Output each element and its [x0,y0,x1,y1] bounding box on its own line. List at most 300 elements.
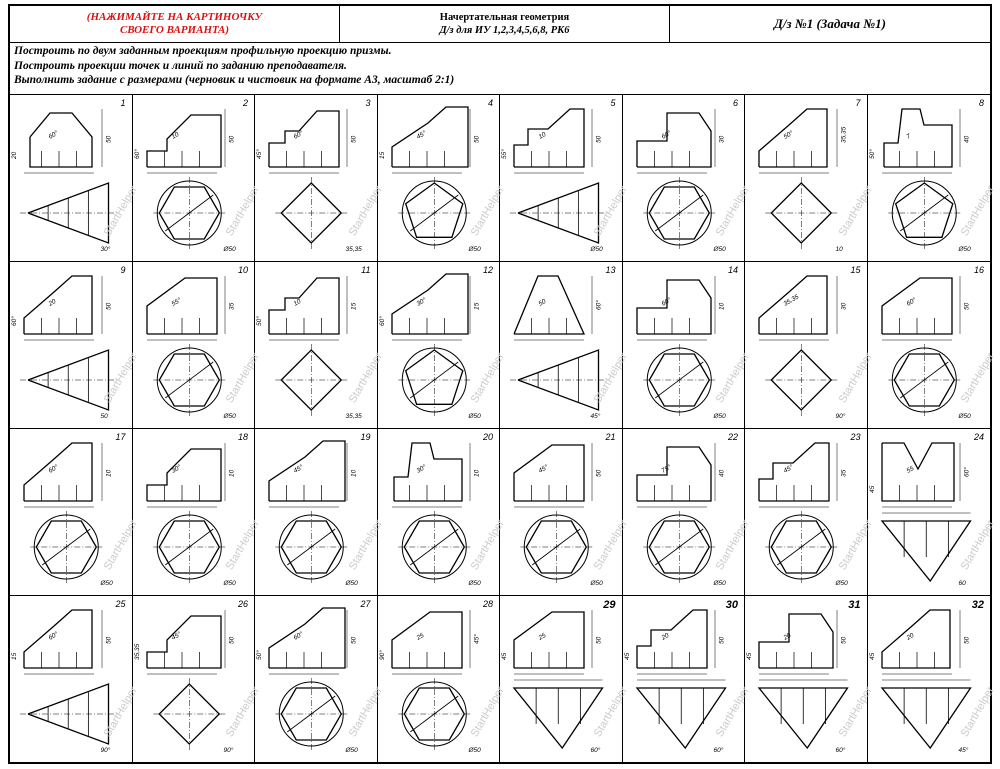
plan-view [765,511,837,583]
variant-number: 16 [973,265,984,275]
variant-card-19[interactable] [255,429,385,596]
front-view [637,443,715,507]
dimension-label: 90° [100,747,111,754]
dimension-label: 60° [11,316,18,326]
front-view [269,276,347,340]
front-view [514,610,592,674]
watermark: StartHelper [713,183,752,239]
plan-view [643,177,715,249]
plan-view [275,344,347,416]
dimension-label: 20 [782,632,793,642]
dimension-label: 15 [350,302,358,310]
watermark: StartHelper [591,350,630,406]
plan-view [275,177,347,249]
variant-link-line2[interactable]: СВОЕГО ВАРИАНТА) [119,24,230,36]
dimension-label: 10 [537,131,548,141]
dimension-label: 55° [501,149,508,159]
front-view [514,443,592,507]
plan-view [153,678,225,750]
dimension-label: 15 [378,151,386,159]
variant-number: 10 [237,265,248,275]
plan-view [398,511,470,583]
variant-drawing [378,596,499,761]
dimension-label: 60° [47,463,60,475]
dimension-label: 45 [623,652,631,660]
dimension-label: 30° [415,296,428,308]
variant-card-22[interactable] [623,429,752,596]
variant-drawing [868,596,989,761]
variant-number: 9 [120,265,126,275]
plan-view [514,680,603,748]
dimension-label: 10 [473,469,480,477]
variant-number: 27 [360,599,371,609]
variant-card-18[interactable] [133,429,262,596]
plan-view [643,344,715,416]
variant-drawing [500,95,621,260]
plan-view [765,344,837,416]
variant-number: 30 [725,599,738,611]
plan-view [888,177,960,249]
variant-number: 4 [487,98,493,108]
variant-link-line1[interactable]: (НАЖИМАЙТЕ НА КАРТИНОЧКУ [86,11,263,23]
variant-drawing [623,262,744,427]
variant-card-5[interactable] [500,95,630,262]
front-view [24,276,102,340]
dimension-label: 50 [105,302,113,310]
dimension-label: 30 [840,302,848,310]
plan-view [275,678,347,750]
variant-card-32[interactable] [868,596,997,763]
dimension-label: Ø50 [468,580,481,587]
variant-number: 19 [360,432,371,442]
variant-drawing [255,429,376,594]
dimension-label: 15 [11,652,18,660]
dimension-label: 10 [105,469,113,477]
variant-number: 6 [732,98,738,108]
front-view [392,443,470,507]
watermark: StartHelper [591,684,630,740]
variant-drawing [868,429,989,594]
dimension-label: 60° [133,149,141,159]
dimension-label: 50 [718,636,725,644]
watermark: StartHelper [101,517,140,573]
watermark: StartHelper [101,350,140,406]
variant-card-28[interactable] [378,596,507,763]
variant-card-20[interactable] [378,429,507,596]
dimension-label: Ø50 [100,580,113,587]
dimension-label: 20 [660,632,670,642]
variant-card-31[interactable] [745,596,875,763]
dimension-label: 20 [905,632,915,642]
watermark: StartHelper [346,517,385,573]
plan-view [153,177,225,249]
dimension-label: 15 [473,302,480,310]
watermark: StartHelper [468,684,507,740]
front-view [24,443,102,507]
dimension-label: 30° [415,463,428,475]
dimension-label: 10 [292,298,303,308]
dimension-label: 7 [905,132,912,141]
variant-drawing [623,429,744,594]
dimension-label: 50 [595,636,603,644]
plan-view [510,183,607,243]
dimension-label: 10 [718,302,725,310]
dimension-label: 45° [958,747,968,754]
dimension-label: 45° [782,463,795,475]
variant-card-1[interactable] [10,95,140,262]
variant-drawing [745,429,866,594]
dimension-label: 60° [595,300,603,310]
front-view [392,610,470,674]
task-title [670,6,990,42]
variant-drawing [623,596,744,761]
dimension-label: 60° [713,747,723,754]
dimension-label: 60° [835,747,846,754]
variant-select-link[interactable] [10,6,340,42]
watermark: StartHelper [101,183,140,239]
variants-grid [10,94,997,763]
dimension-label: Ø50 [713,413,726,420]
variant-card-10[interactable] [133,262,262,429]
variant-number: 32 [971,599,984,611]
watermark: StartHelper [836,684,875,740]
subject-title: Начертательная геометрия [439,12,570,23]
variant-card-17[interactable] [10,429,140,596]
variant-drawing [10,262,131,427]
variant-drawing [745,95,866,260]
dimension-label: Ø50 [958,413,971,420]
variant-drawing [10,429,131,594]
dimension-label: 45° [473,634,480,644]
variant-drawing [500,262,621,427]
dimension-label: 50 [228,636,235,644]
dimension-label: 55 [905,465,915,475]
dimension-label: Ø50 [468,413,481,420]
dimension-label: 50 [350,636,358,644]
front-view [882,443,960,507]
dimension-label: 35,35 [782,293,801,308]
watermark: StartHelper [223,350,262,406]
dimension-label: 60° [590,747,601,754]
variant-drawing [378,429,499,594]
dimension-label: 60° [47,630,60,642]
plan-view [765,177,837,249]
front-view [392,274,470,340]
watermark: StartHelper [958,684,997,740]
front-view [269,109,347,173]
dimension-label: Ø50 [835,580,848,587]
variant-number: 22 [727,432,738,442]
variant-number: 2 [242,98,248,108]
dimension-label: 50 [473,135,480,143]
front-view [882,610,960,674]
dimension-label: 50 [105,636,113,644]
front-view [514,109,592,173]
dimension-label: 50° [868,149,876,159]
variant-card-12[interactable] [378,262,507,429]
dimension-label: 90° [378,650,386,660]
dimension-label: 90° [835,413,846,420]
dimension-label: 45° [590,413,601,420]
plan-view [888,344,960,416]
dimension-label: 45 [746,652,753,660]
variant-drawing [868,95,989,260]
dimension-label: Ø50 [468,747,481,754]
dimension-label: 35 [228,302,235,310]
variant-card-9[interactable] [10,262,140,429]
variant-number: 8 [978,98,984,108]
front-view [759,276,837,340]
dimension-label: Ø50 [958,246,971,253]
variant-number: 24 [973,432,984,442]
watermark: StartHelper [346,183,385,239]
variant-drawing [500,596,621,761]
variant-card-6[interactable] [623,95,752,262]
plan-view [882,680,971,748]
variant-drawing [10,95,131,260]
variant-number: 11 [361,265,371,275]
dimension-label: Ø50 [223,580,236,587]
variant-card-21[interactable] [500,429,630,596]
dimension-label: Ø50 [590,246,603,253]
variant-card-16[interactable] [868,262,997,429]
variant-card-13[interactable] [500,262,630,429]
variant-number: 28 [482,599,493,609]
dimension-label: Ø50 [345,580,358,587]
dimension-label: 75° [660,463,673,475]
dimension-label: 10 [170,131,180,141]
variant-drawing [10,596,131,761]
dimension-label: 55° [170,296,183,308]
dimension-label: 50 [537,298,548,308]
plan-view [275,511,347,583]
variant-number: 7 [855,98,861,108]
variant-number: 20 [482,432,493,442]
dimension-label: 25 [415,632,425,642]
variant-drawing [868,262,989,427]
instruction-line: Построить проекции точек и линий по заданию преподавателя. [14,59,347,72]
variant-number: 1 [120,98,126,108]
variant-drawing [255,95,376,260]
watermark: StartHelper [591,183,630,239]
variant-drawing [623,95,744,260]
front-view [882,276,960,340]
dimension-label: 45° [292,463,305,475]
watermark: StartHelper [223,183,262,239]
dimension-label: 20 [47,298,58,308]
variant-number: 13 [605,265,616,275]
watermark: StartHelper [223,684,262,740]
front-view [759,443,837,507]
dimension-label: 45° [415,129,428,141]
variant-drawing [500,429,621,594]
instruction-line: Построить по двум заданным проекциям профильную проекцию призмы. [14,45,392,57]
dimension-label: 50 [105,135,113,143]
dimension-label: 35,35 [345,413,362,420]
drawing-sheet [8,4,997,764]
dimension-label: 50° [782,129,795,141]
dimension-label: 45 [868,485,876,493]
variant-drawing [378,95,499,260]
dimension-label: 50 [100,413,108,420]
dimension-label: 60 [958,580,966,587]
front-view [514,276,592,340]
dimension-label: 45 [501,652,508,660]
variant-card-24[interactable] [868,429,997,596]
watermark: StartHelper [713,350,752,406]
variant-number: 5 [610,98,616,108]
plan-view [882,513,971,581]
dimension-label: 60° [47,129,60,141]
watermark: StartHelper [836,517,875,573]
dimension-label: 60° [292,630,305,642]
front-view [269,441,347,507]
plan-view [30,511,102,583]
task-title-text: Д/з №1 (Задача №1) [774,16,886,31]
watermark: StartHelper [468,183,507,239]
watermark: StartHelper [468,517,507,573]
front-view [24,109,102,173]
variant-card-8[interactable] [868,95,997,262]
watermark: StartHelper [958,517,997,573]
variant-number: 17 [115,432,126,442]
variant-card-14[interactable] [623,262,752,429]
plan-view [520,511,592,583]
dimension-label: 30 [718,135,725,143]
dimension-label: 25 [537,632,548,642]
variant-drawing [255,262,376,427]
watermark: StartHelper [346,350,385,406]
variant-card-15[interactable] [745,262,875,429]
watermark: StartHelper [101,684,140,740]
plan-view [20,684,117,744]
variant-drawing [378,262,499,427]
plan-view [398,344,470,416]
variant-drawing [133,596,254,761]
dimension-label: Ø50 [713,580,726,587]
variant-number: 21 [605,432,616,442]
plan-view [153,511,225,583]
variant-number: 14 [727,265,738,275]
dimension-label: 35,35 [133,643,141,660]
front-view [882,109,960,173]
plan-view [637,680,726,748]
dimension-label: 50° [256,650,263,660]
dimension-label: 60° [378,316,386,326]
watermark: StartHelper [591,517,630,573]
plan-view [510,350,607,410]
dimension-label: 45° [170,630,183,642]
variant-drawing [745,596,866,761]
variant-drawing [133,262,254,427]
variant-drawing [745,262,866,427]
watermark: StartHelper [836,350,875,406]
instruction-line: Выполнить задание с размерами (черновик и чистовик на формате А3, масштаб 2:1) [14,74,455,86]
plan-view [153,344,225,416]
dimension-label: 50 [228,135,235,143]
dimension-label: 50 [963,302,970,310]
dimension-label: 10 [228,469,235,477]
watermark: StartHelper [346,684,385,740]
dimension-label: 60° [905,296,918,308]
dimension-label: Ø50 [223,246,236,253]
front-view [392,107,470,173]
dimension-label: 10 [835,246,843,253]
dimension-label: 20 [11,151,18,159]
front-view [759,109,837,173]
variant-number: 18 [237,432,248,442]
dimension-label: 45 [868,652,876,660]
dimension-label: 10 [350,469,358,477]
dimension-label: 50 [963,636,970,644]
front-view [24,610,102,674]
subject-block [340,6,670,42]
watermark: StartHelper [713,517,752,573]
plan-view [398,678,470,750]
variant-card-7[interactable] [745,95,875,262]
dimension-label: Ø50 [223,413,236,420]
watermark: StartHelper [958,350,997,406]
dimension-label: 60° [292,129,305,141]
watermark: StartHelper [468,350,507,406]
variant-drawing [255,596,376,761]
watermark: StartHelper [713,684,752,740]
front-view [147,610,225,674]
dimension-label: 50 [595,469,603,477]
variant-number: 23 [850,432,861,442]
instructions [14,44,984,88]
dimension-label: 30° [100,246,111,253]
dimension-label: 35 [840,469,848,477]
dimension-label: Ø50 [468,246,481,253]
variant-number: 31 [848,599,861,611]
variant-number: 29 [603,599,616,611]
variant-number: 3 [365,98,371,108]
variant-card-30[interactable] [623,596,752,763]
variant-card-23[interactable] [745,429,875,596]
dimension-label: 30° [170,463,183,475]
front-view [147,109,225,173]
title-block [10,6,990,43]
dimension-label: 60° [660,296,673,308]
dimension-label: 40 [963,135,970,143]
variant-number: 15 [850,265,861,275]
plan-view [20,183,117,243]
watermark: StartHelper [958,183,997,239]
front-view [637,109,715,173]
variant-number: 12 [482,265,493,275]
dimension-label: 40 [718,469,725,477]
variant-card-29[interactable] [500,596,630,763]
dimension-label: 35,35 [345,246,362,253]
dimension-label: 50 [350,135,358,143]
dimension-label: 90° [223,747,233,754]
dimension-label: 50 [595,135,603,143]
front-view [759,610,837,674]
subject-groups: Д/з для ИУ 1,2,3,4,5,6,8, РК6 [439,25,570,36]
variant-card-26[interactable] [133,596,262,763]
plan-view [398,177,470,249]
front-view [147,276,225,340]
dimension-label: 45° [537,463,550,475]
dimension-label: Ø50 [713,246,726,253]
front-view [637,276,715,340]
dimension-label: 50 [840,636,848,644]
front-view [147,443,225,507]
front-view [637,610,715,674]
dimension-label: Ø50 [590,580,603,587]
plan-view [759,680,848,748]
